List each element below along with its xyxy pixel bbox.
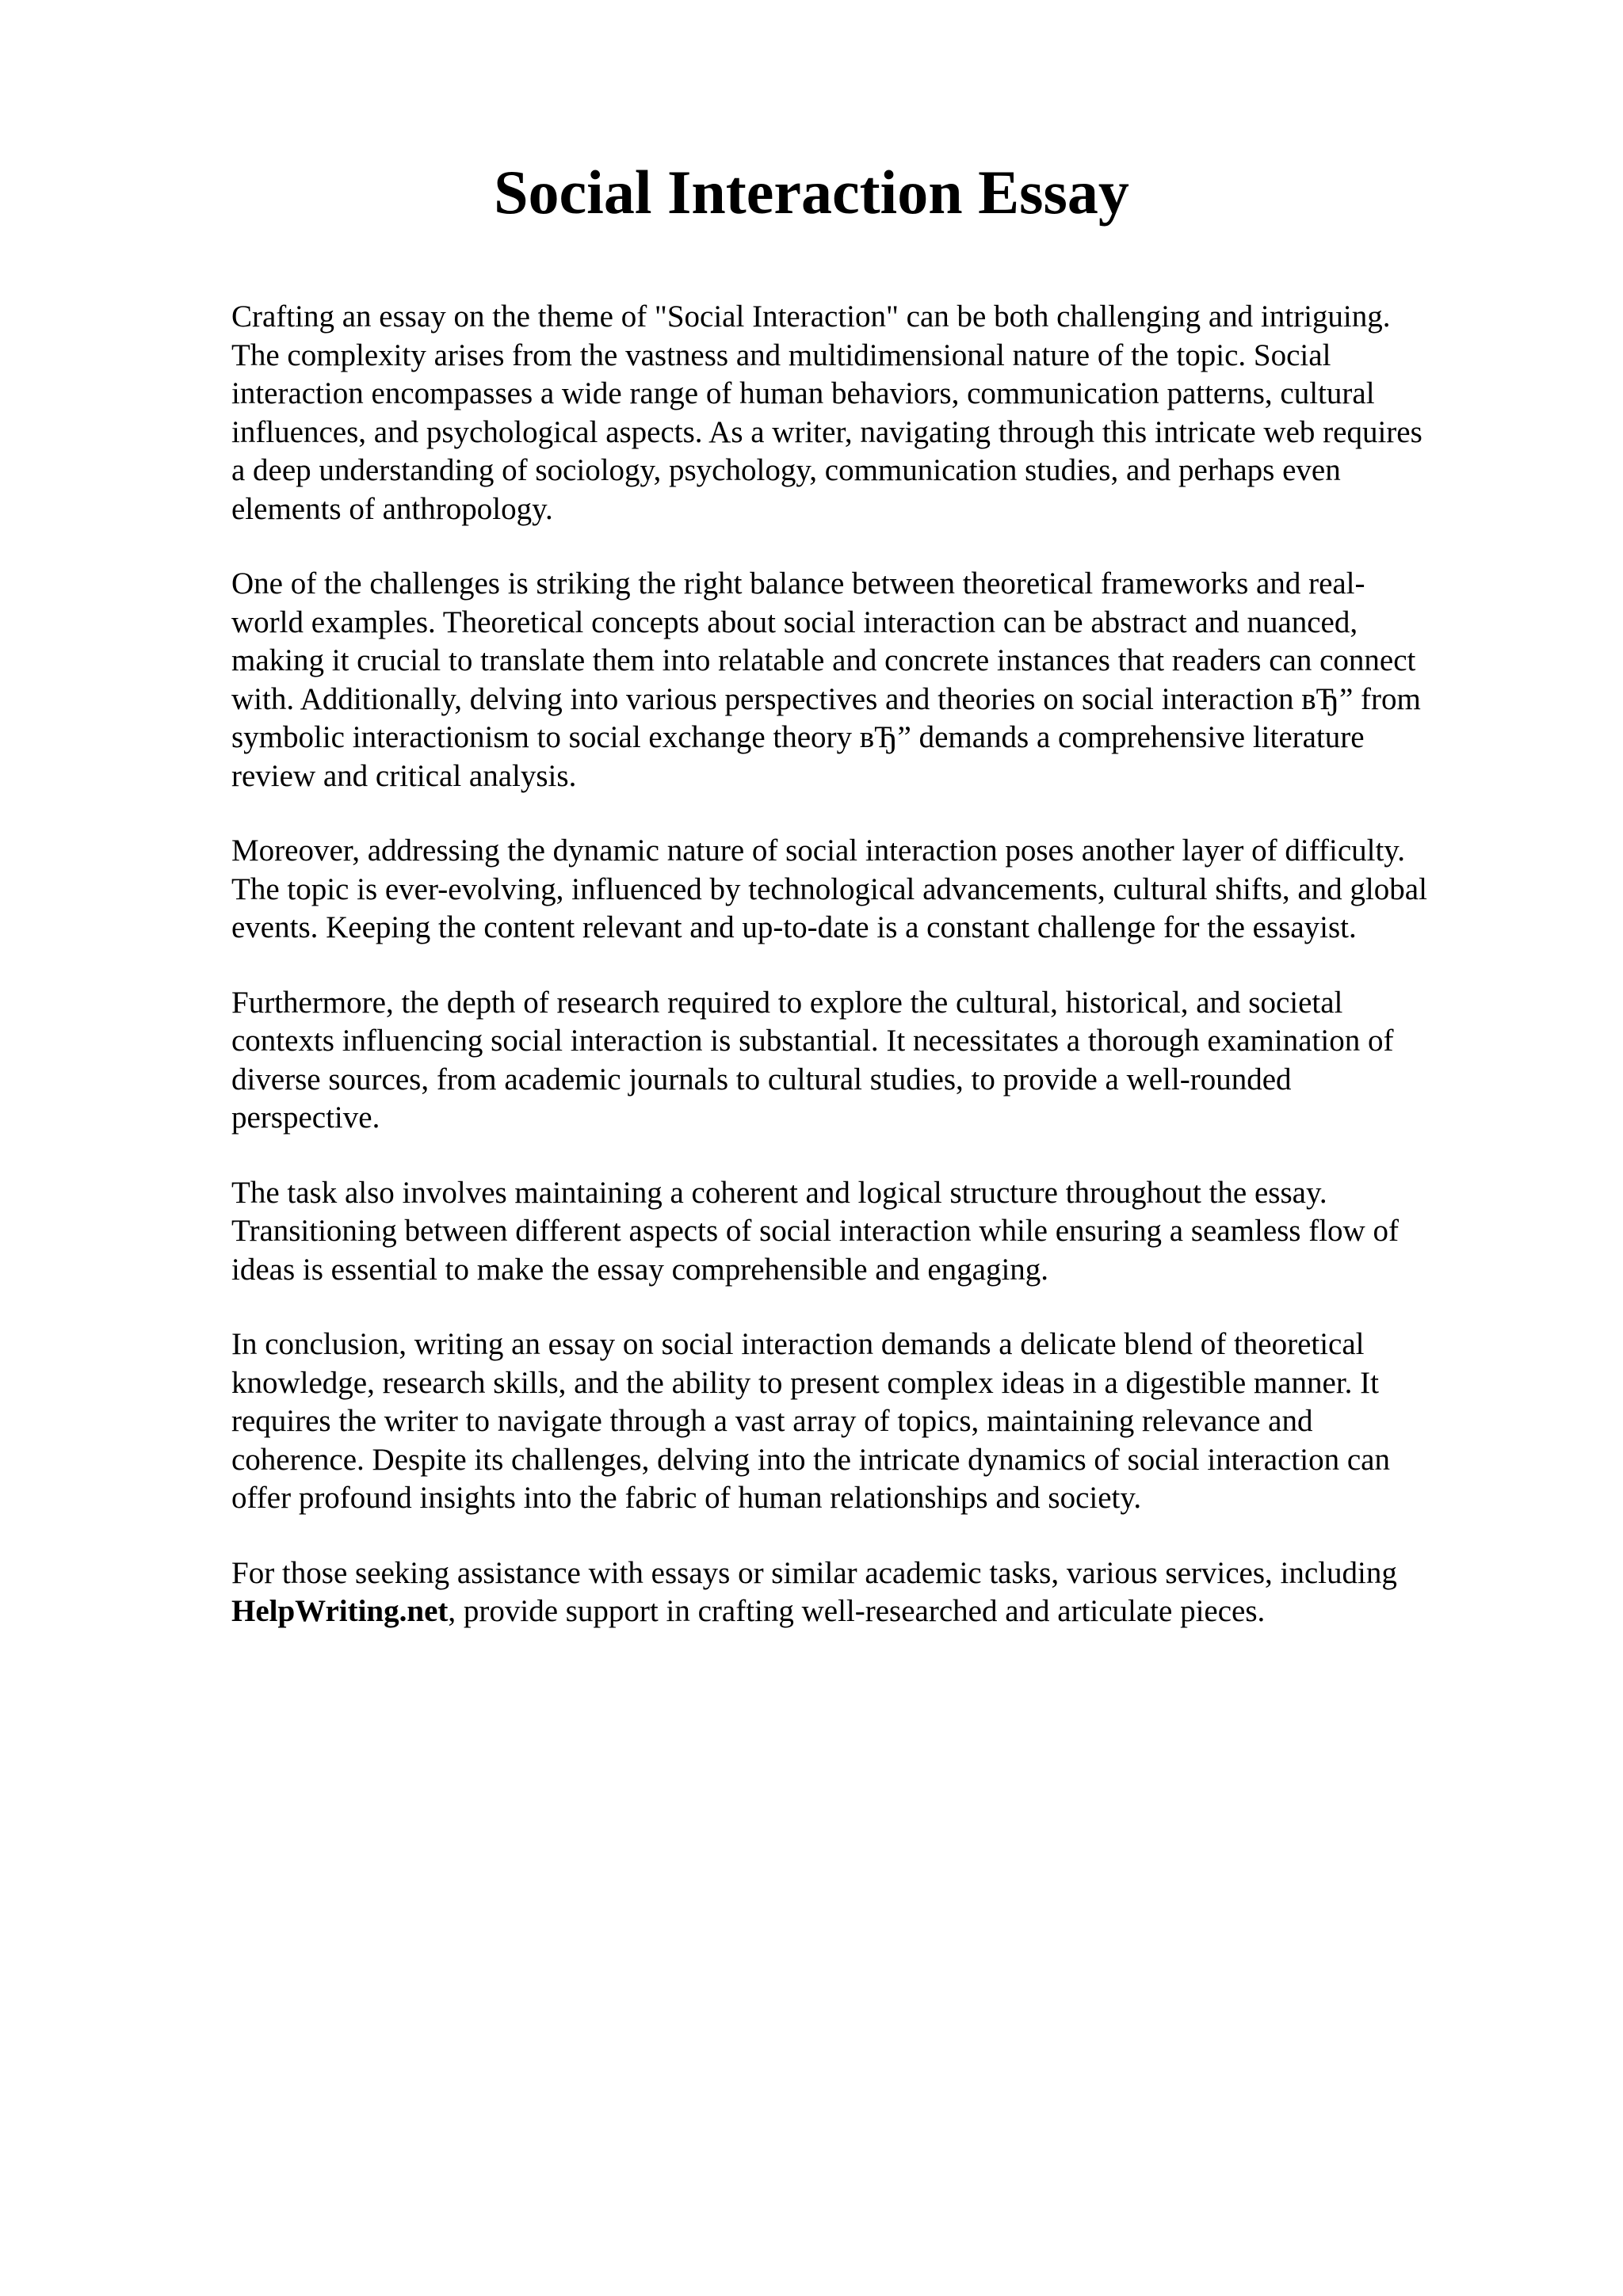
text-line: Transitioning between different aspects of social interaction while ensuring a seamless flow of bbox=[231, 1214, 1399, 1248]
text-line bbox=[231, 1592, 1515, 1631]
text-line: perspective. bbox=[231, 1100, 380, 1135]
text-line: diverse sources, from academic journals to cultural studies, to provide a well-rounded bbox=[231, 1062, 1292, 1097]
text-line: interaction encompasses a wide range of human behaviors, communication patterns, cultural bbox=[231, 376, 1375, 410]
text-line: contexts influencing social interaction is substantial. It necessitates a thorough examination of bbox=[231, 1024, 1394, 1058]
paragraph-4 bbox=[231, 984, 1515, 1138]
paragraph-2 bbox=[231, 565, 1515, 795]
closing-paragraph bbox=[231, 1554, 1515, 1631]
text-line: Crafting an essay on the theme of "Social Interaction" can be both challenging and intriguing. bbox=[231, 299, 1391, 334]
text-line: world examples. Theoretical concepts about social interaction can be abstract and nuanced, bbox=[231, 605, 1358, 639]
paragraph-3 bbox=[231, 832, 1515, 948]
text-line: elements of anthropology. bbox=[231, 491, 553, 526]
brand-name: HelpWriting.net bbox=[231, 1594, 449, 1628]
text-line: making it crucial to translate them into relatable and concrete instances that readers can connect bbox=[231, 643, 1416, 677]
paragraph-6 bbox=[231, 1325, 1515, 1518]
text-line: influences, and psychological aspects. As a writer, navigating through this intricate web requires bbox=[231, 414, 1423, 449]
text-line: The topic is ever-evolving, influenced by technological advancements, cultural shifts, and global bbox=[231, 871, 1427, 906]
text-line: a deep understanding of sociology, psychology, communication studies, and perhaps even bbox=[231, 453, 1341, 487]
text-line: knowledge, research skills, and the ability to present complex ideas in a digestible manner. It bbox=[231, 1365, 1380, 1400]
essay-body bbox=[231, 298, 1515, 1668]
text-line: with. Additionally, delving into various perspectives and theories on social interaction вЂ” from bbox=[231, 681, 1421, 716]
text-line: Furthermore, the depth of research required to explore the cultural, historical, and societal bbox=[231, 985, 1343, 1020]
page-title: Social Interaction Essay bbox=[494, 158, 1129, 227]
text-line: events. Keeping the content relevant and up-to-date is a constant challenge for the essayist. bbox=[231, 910, 1357, 944]
text-line: coherence. Despite its challenges, delving into the intricate dynamics of social interaction can bbox=[231, 1442, 1390, 1477]
text-line: The complexity arises from the vastness and multidimensional nature of the topic. Social bbox=[231, 338, 1331, 372]
text-line: ideas is essential to make the essay comprehensible and engaging. bbox=[231, 1252, 1049, 1287]
text-line: offer profound insights into the fabric of human relationships and society. bbox=[231, 1481, 1142, 1515]
text-line: review and critical analysis. bbox=[231, 758, 577, 793]
text-line: symbolic interactionism to social exchange theory вЂ” demands a comprehensive literature bbox=[231, 720, 1365, 754]
text-line: One of the challenges is striking the right balance between theoretical frameworks and real- bbox=[231, 566, 1365, 601]
text-line: For those seeking assistance with essays or similar academic tasks, various services, including bbox=[231, 1555, 1397, 1590]
closing-text: , provide support in crafting well-researched and articulate pieces. bbox=[448, 1594, 1266, 1628]
text-line: requires the writer to navigate through a vast array of topics, maintaining relevance and bbox=[231, 1404, 1313, 1438]
text-line: The task also involves maintaining a coherent and logical structure throughout the essay. bbox=[231, 1175, 1327, 1210]
paragraph-1 bbox=[231, 298, 1515, 528]
text-line: In conclusion, writing an essay on social interaction demands a delicate blend of theoretical bbox=[231, 1327, 1365, 1361]
paragraph-5 bbox=[231, 1174, 1515, 1290]
text-line: Moreover, addressing the dynamic nature of social interaction poses another layer of difficulty. bbox=[231, 833, 1406, 868]
